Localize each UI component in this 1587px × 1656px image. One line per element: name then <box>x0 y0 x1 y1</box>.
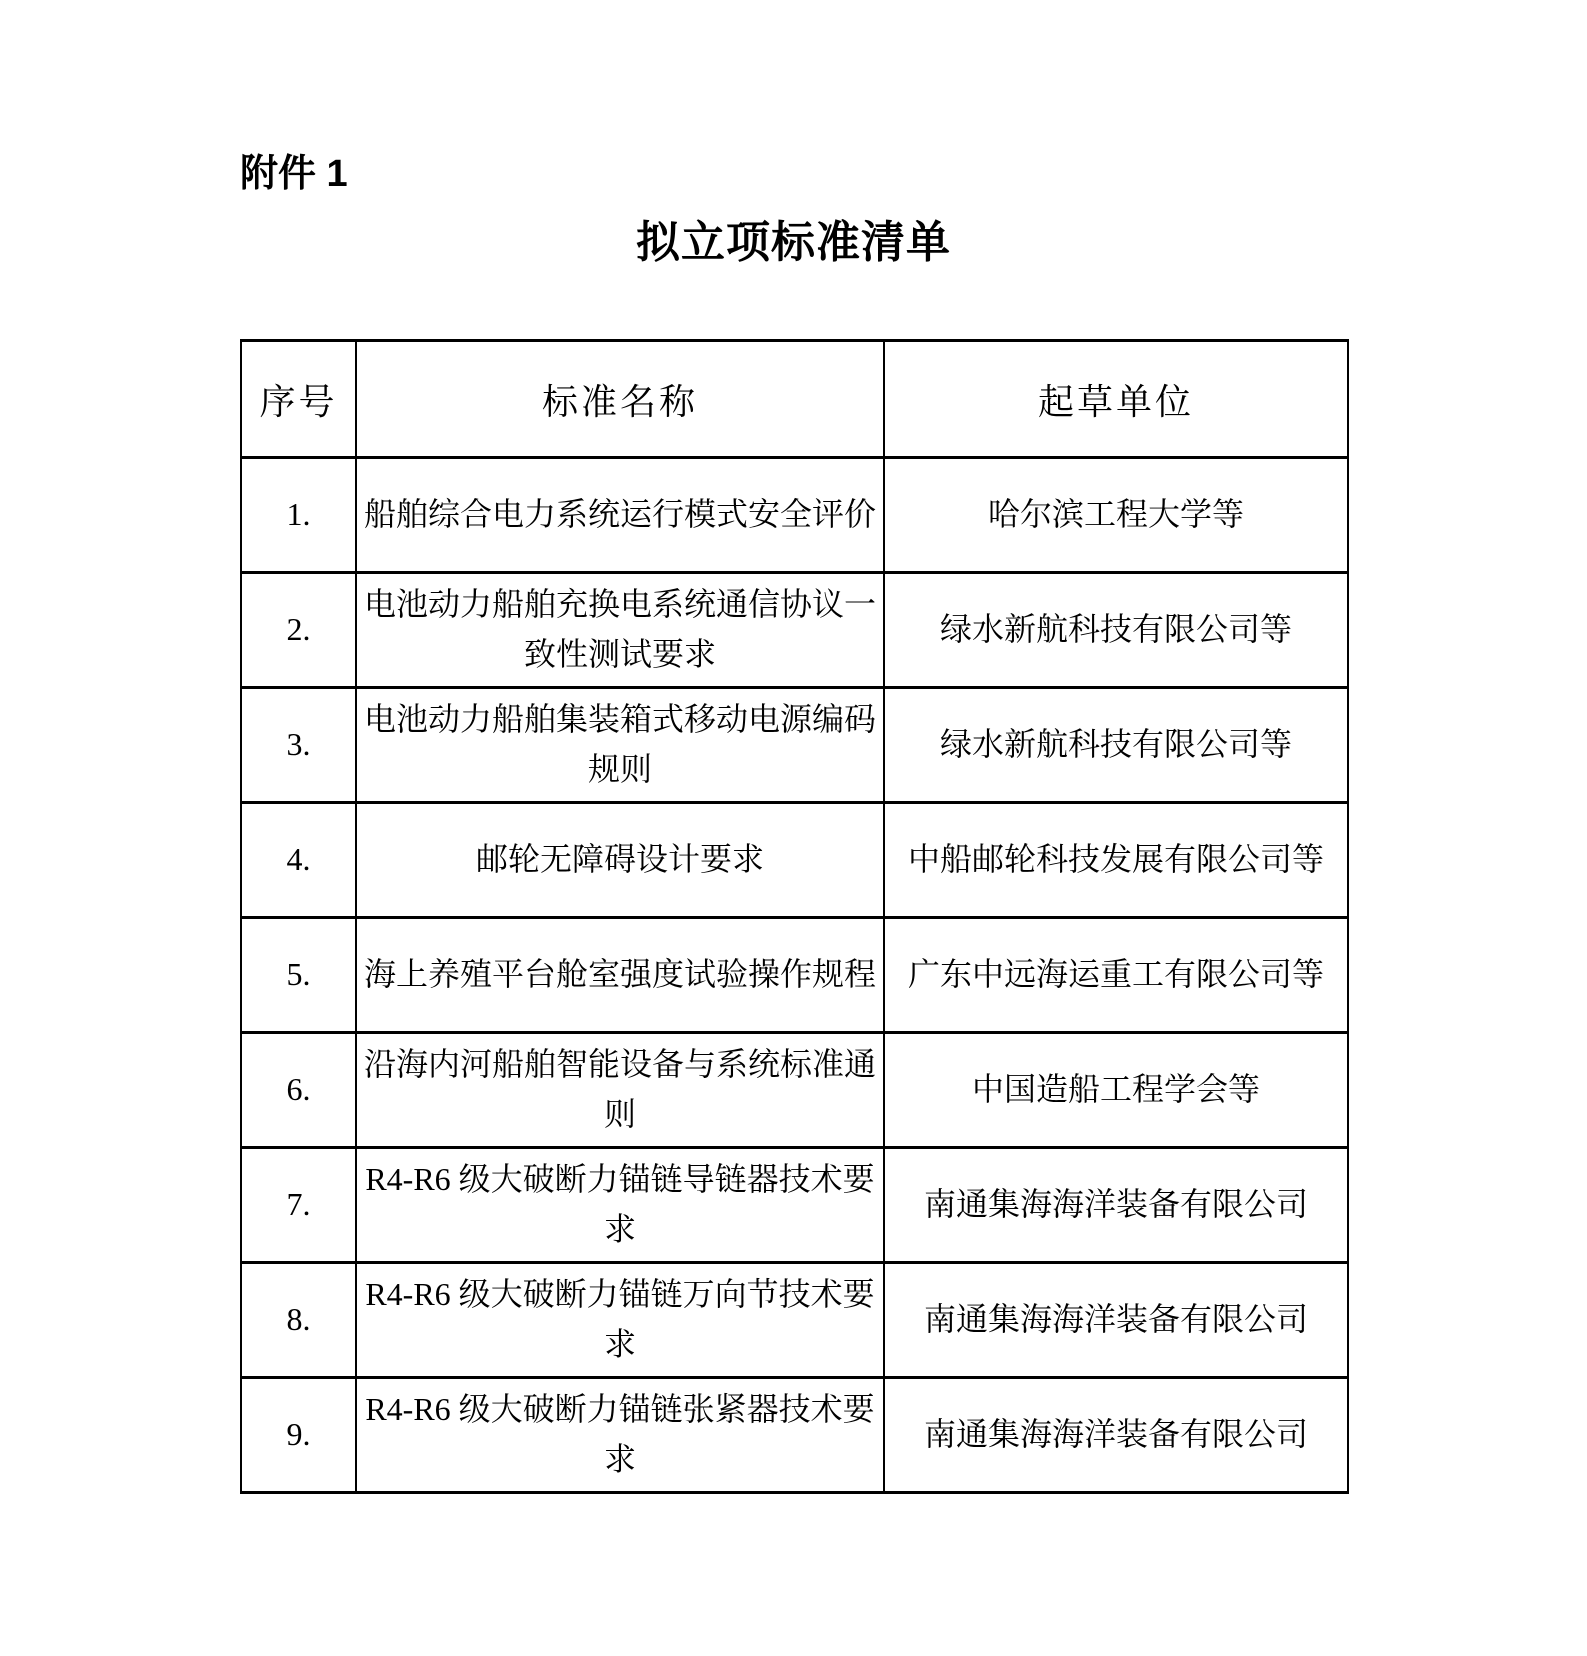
col-header-drafting-unit: 起草单位 <box>884 341 1348 458</box>
drafting-unit: 中船邮轮科技发展有限公司等 <box>884 803 1348 918</box>
table-row <box>241 1378 1348 1493</box>
row-serial-number: 4. <box>241 803 356 918</box>
drafting-unit: 绿水新航科技有限公司等 <box>884 573 1348 688</box>
row-serial-number: 9. <box>241 1378 356 1493</box>
table-row <box>241 458 1348 573</box>
table-row <box>241 1148 1348 1263</box>
row-serial-number: 8. <box>241 1263 356 1378</box>
standard-name: 沿海内河船舶智能设备与系统标准通则 <box>356 1033 884 1148</box>
drafting-unit: 广东中远海运重工有限公司等 <box>884 918 1348 1033</box>
row-serial-number: 2. <box>241 573 356 688</box>
standard-name: R4-R6 级大破断力锚链张紧器技术要求 <box>356 1378 884 1493</box>
standard-name: 邮轮无障碍设计要求 <box>356 803 884 918</box>
table-row <box>241 1033 1348 1148</box>
standard-name: 电池动力船舶集装箱式移动电源编码规则 <box>356 688 884 803</box>
row-serial-number: 6. <box>241 1033 356 1148</box>
table-row <box>241 1263 1348 1378</box>
table-body <box>241 458 1348 1493</box>
table-row <box>241 688 1348 803</box>
row-serial-number: 1. <box>241 458 356 573</box>
standard-name: 船舶综合电力系统运行模式安全评价 <box>356 458 884 573</box>
table-row <box>241 918 1348 1033</box>
standard-name: 电池动力船舶充换电系统通信协议一致性测试要求 <box>356 573 884 688</box>
table-row <box>241 573 1348 688</box>
row-serial-number: 5. <box>241 918 356 1033</box>
drafting-unit: 南通集海海洋装备有限公司 <box>884 1263 1348 1378</box>
drafting-unit: 南通集海海洋装备有限公司 <box>884 1378 1348 1493</box>
standard-name: R4-R6 级大破断力锚链万向节技术要求 <box>356 1263 884 1378</box>
standard-name: 海上养殖平台舱室强度试验操作规程 <box>356 918 884 1033</box>
standards-table <box>240 339 1349 1494</box>
row-serial-number: 3. <box>241 688 356 803</box>
attachment-label: 附件 1 <box>240 153 348 195</box>
table-header-row <box>241 341 1348 458</box>
drafting-unit: 哈尔滨工程大学等 <box>884 458 1348 573</box>
drafting-unit: 绿水新航科技有限公司等 <box>884 688 1348 803</box>
table-row <box>241 803 1348 918</box>
page-title: 拟立项标准清单 <box>636 218 951 267</box>
drafting-unit: 南通集海海洋装备有限公司 <box>884 1148 1348 1263</box>
standard-name: R4-R6 级大破断力锚链导链器技术要求 <box>356 1148 884 1263</box>
row-serial-number: 7. <box>241 1148 356 1263</box>
drafting-unit: 中国造船工程学会等 <box>884 1033 1348 1148</box>
col-header-serial-number: 序号 <box>241 341 356 458</box>
col-header-standard-name: 标准名称 <box>356 341 884 458</box>
